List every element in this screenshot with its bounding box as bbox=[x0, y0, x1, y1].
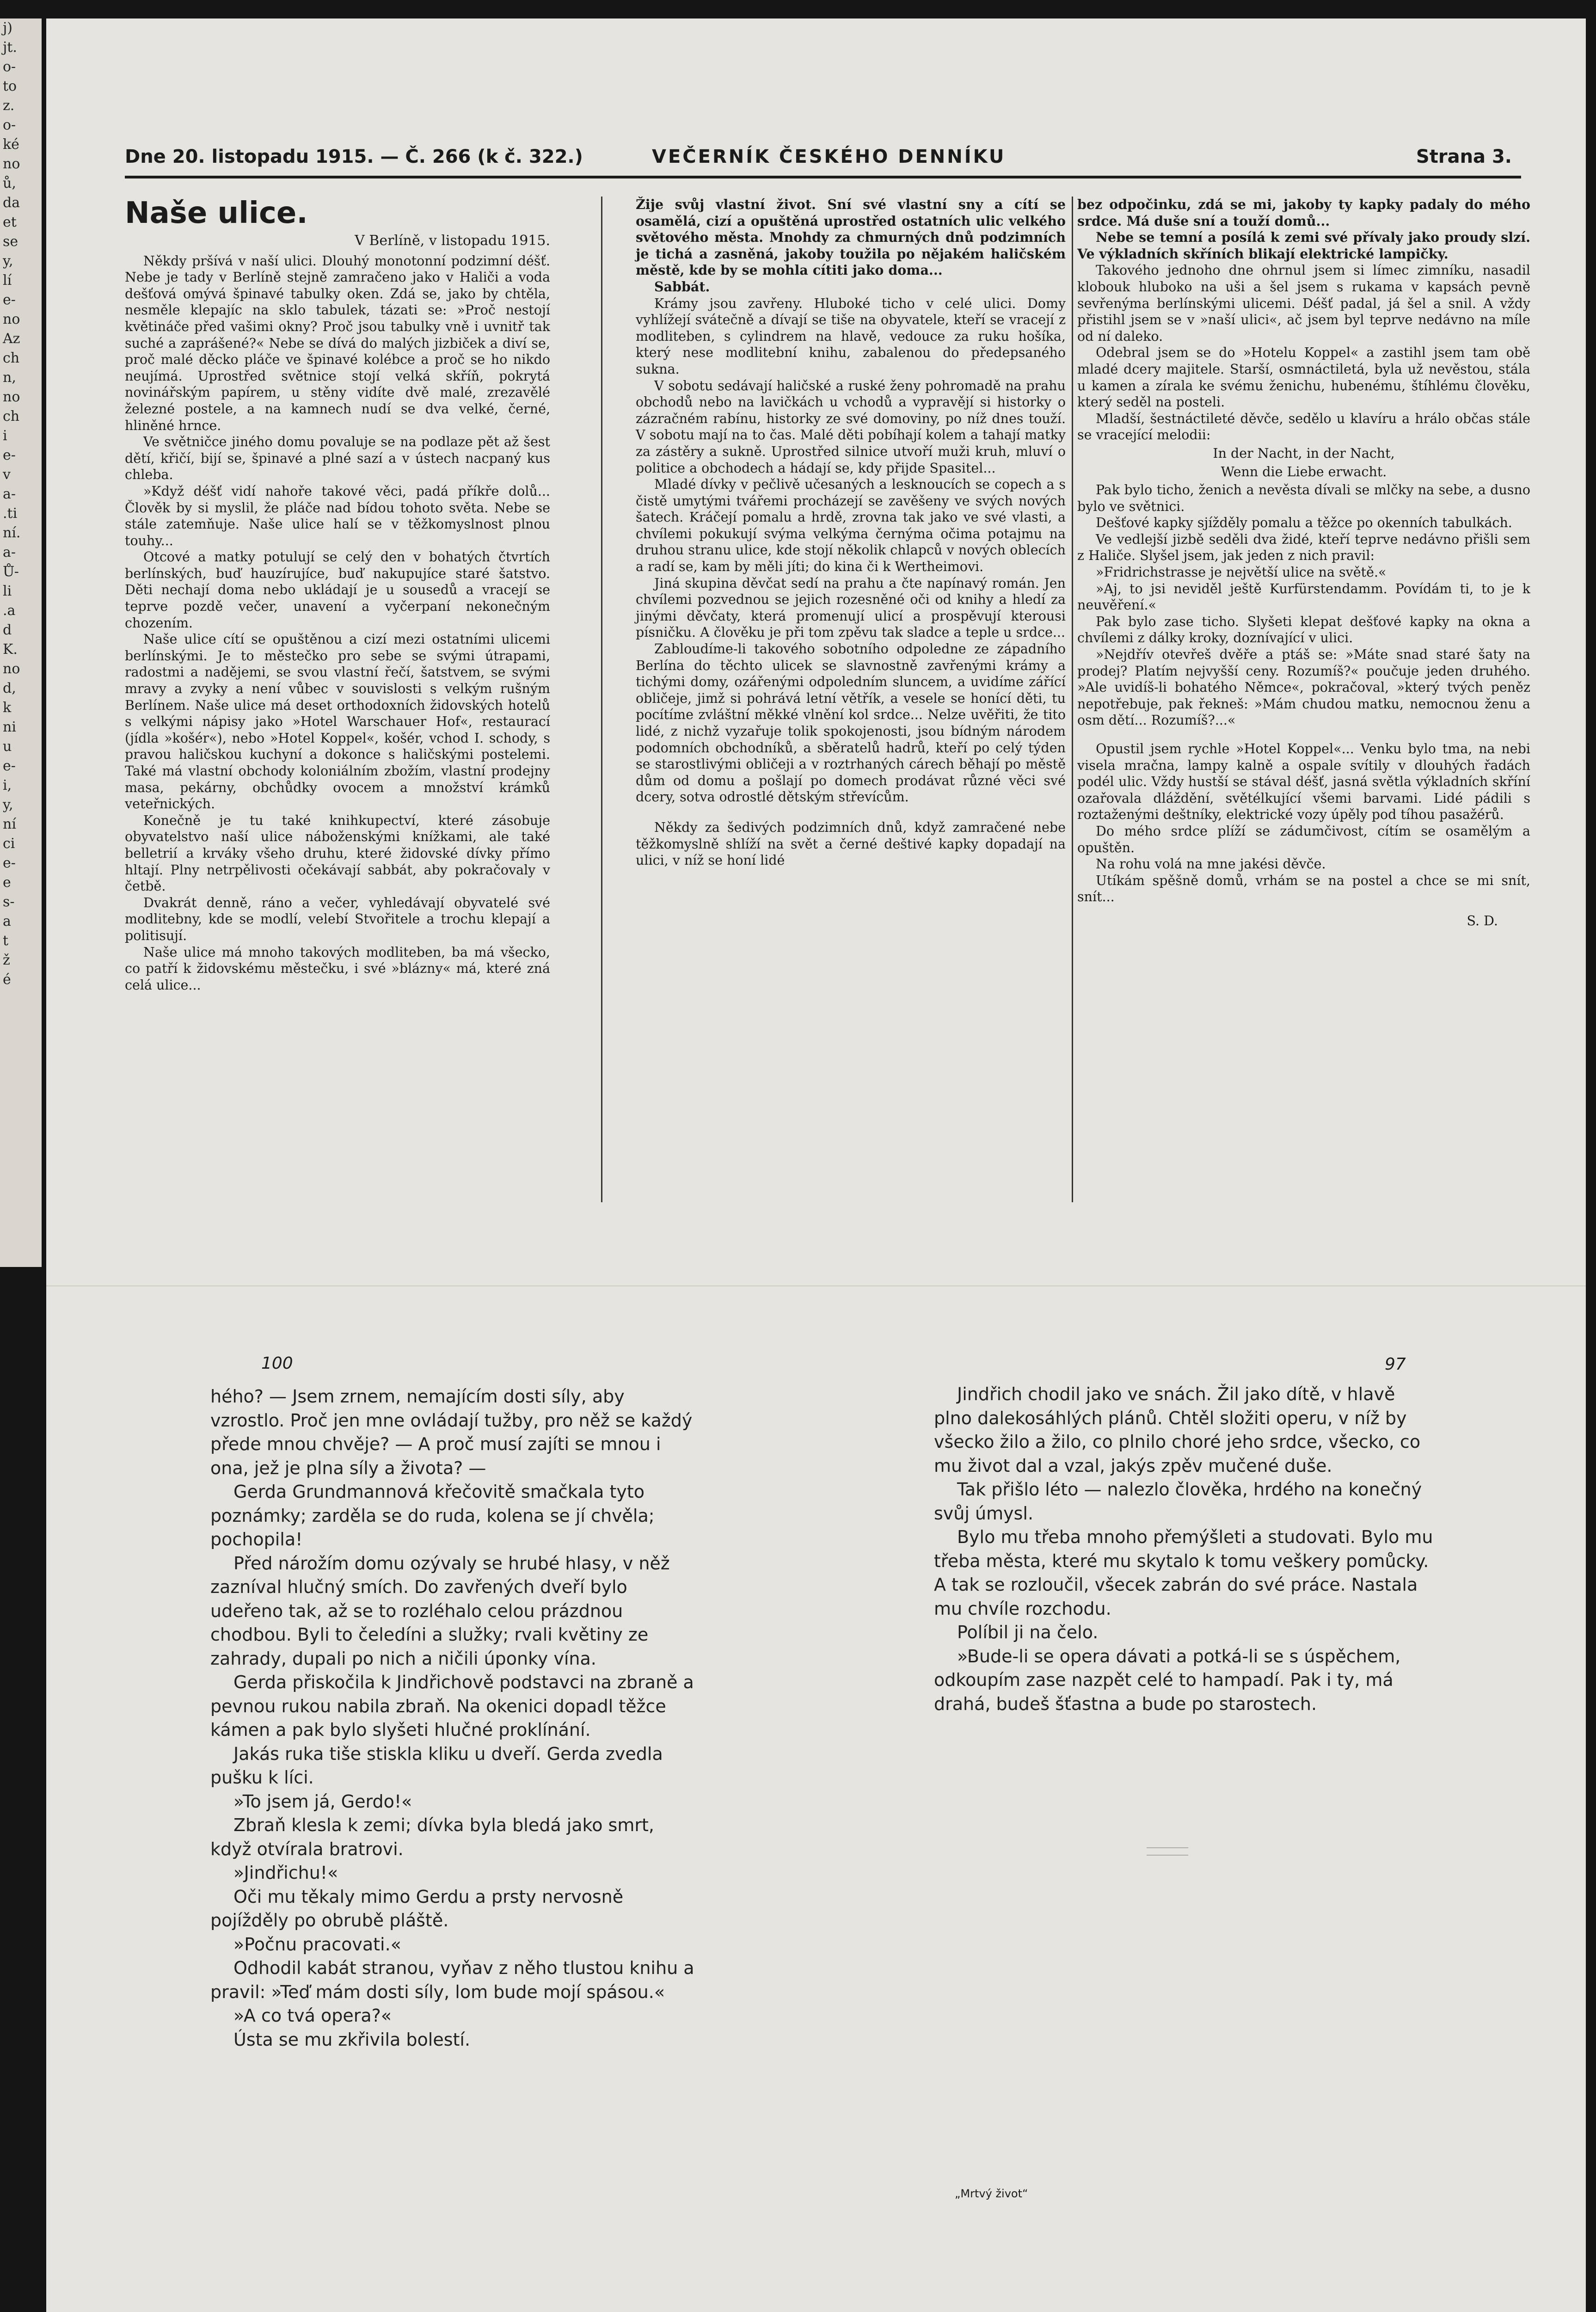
song-line: In der Nacht, in der Nacht, bbox=[1213, 445, 1395, 461]
bleed-page-number-right: 97 bbox=[1385, 1355, 1406, 1374]
edge-fragment: ů, bbox=[3, 175, 16, 191]
edge-fragment: K. bbox=[3, 641, 18, 658]
bleed-paragraph: Jindřich chodil jako ve snách. Žil jako dítě, v hlavě plno dalekosáhlých plánů. Chtěl složiti operu, v níž by všecko žilo a žilo, co plnilo choré jeho srdce, všecko, co mu život dal a vzal, jakýs zpěv mučené duše. bbox=[934, 1384, 1421, 1476]
edge-fragment: no bbox=[3, 661, 20, 677]
edge-fragment: se bbox=[3, 234, 18, 250]
bleed-footer: „Mrtvý život“ bbox=[955, 2187, 1028, 2200]
edge-fragment: o- bbox=[3, 59, 16, 75]
edge-fragment: é bbox=[3, 972, 11, 988]
edge-fragment: ní bbox=[3, 816, 16, 832]
paragraph: Jiná skupina děvčat sedí na prahu a čte napínavý román. Jen chvílemi pozvednou se jejich rozesněné oči od knihy a hledí za jinými děvčaty, která promenují ulicí a prospěvují kterousi písničku. A člověku je při tom zpěvu tak sladce a teple u srdce... bbox=[636, 575, 1066, 640]
bleed-paragraph: Tak přišlo léto — nalezlo člověka, hrdého na konečný svůj úmysl. bbox=[934, 1479, 1422, 1524]
bleed-paragraph: Zbraň klesla k zemi; dívka byla bledá jako smrt, když otvírala bratrovi. bbox=[210, 1815, 654, 1859]
bleed-paragraph: »A co tvá opera?« bbox=[233, 2005, 392, 2026]
edge-fragment: k bbox=[3, 700, 12, 716]
bleed-paragraph: Políbil ji na čelo. bbox=[957, 1622, 1099, 1642]
edge-fragment: a bbox=[3, 913, 11, 929]
paragraph: Zabloudíme-li takového sobotního odpoledne ze západního Berlína do těchto ulicek se slavnostně zavřenými krámy a tichými domy, ozářenými odpoledním sluncem, a uvidíme zářící obličeje, jimž si pohrává letní větřík, a vesele se honící děti, tu pocítíme zvláštní měkké vlnění kol srdce... Nelze uvěřiti, že tito lidé, z nichž vyzařuje tolik spokojenosti, jsou bídným národem podomních obchodníků, a sběratelů hadrů, kteří po celý týden se starostlivými obličeji a v roztrhaných cárech běhají po městě dům od domu a pošlají po domech prodávat různé věci své dcery, sotva odrostlé dětským střevícům. bbox=[636, 641, 1066, 805]
page-fold bbox=[46, 1285, 1586, 1286]
edge-fragment: et bbox=[3, 214, 17, 230]
edge-fragment: .a bbox=[3, 603, 16, 619]
edge-fragment: s- bbox=[3, 894, 15, 910]
edge-fragment: ch bbox=[3, 408, 20, 424]
bleed-paragraph: Gerda přiskočila k Jindřichově podstavci na zbraně a pevnou rukou nabila zbraň. Na okenici dopadl těžce kámen a pak bylo slyšeti hlučné proklínání. bbox=[210, 1672, 694, 1740]
edge-fragment: ké bbox=[3, 136, 19, 153]
paragraph: Do mého srdce plíží se zádumčivost, cítím se osamělým a opuštěn. bbox=[1077, 823, 1530, 855]
edge-fragment: y, bbox=[3, 797, 13, 813]
paragraph: »Nejdřív otevřeš dvěře a ptáš se: »Máte snad staré šaty na prodej? Platím nejvyšší ceny. Rozumíš?« poučuje jeden druhého. »Ale uvidíš-li bohatého Němce«, pokračoval, »který tvých peněz nepotřebuje, pak řekneš: »Mám chudou matku, nemocnou ženu a osm dětí... Rozumíš?...« bbox=[1077, 647, 1530, 728]
edge-fragment: a- bbox=[3, 486, 16, 502]
edge-fragment: z. bbox=[3, 98, 15, 114]
paragraph: Na rohu volá na mne jakési děvče. bbox=[1096, 856, 1326, 872]
edge-fragment: lí bbox=[3, 272, 12, 289]
bleed-paragraph: Oči mu těkaly mimo Gerdu a prsty nervosně pojížděly po obrubě pláště. bbox=[210, 1886, 624, 1931]
edge-fragment: no bbox=[3, 311, 20, 327]
edge-fragment: d bbox=[3, 622, 12, 638]
bleed-paragraph: »Jindřichu!« bbox=[233, 1863, 338, 1883]
song-line: Wenn die Liebe erwacht. bbox=[1221, 464, 1387, 480]
paragraph: bez odpočinku, zdá se mi, jakoby ty kapky padaly do mého srdce. Má duše sní a touží domů... bbox=[1077, 197, 1530, 229]
edge-fragment: y, bbox=[3, 253, 13, 269]
edge-fragment: i, bbox=[3, 777, 12, 793]
edge-fragment: i bbox=[3, 428, 7, 444]
paragraph: Takového jednoho dne ohrnul jsem si límec zimníku, nasadil klobouk hluboko na uši a šel jsem s rukama v kapsách pevně sevřenýma berlínskými ulicemi. Déšť padal, já šel a snil. A vždy přistihl jsem se v »naší ulici«, ač jsem byl teprve nedávno na míle od ní daleko. bbox=[1077, 263, 1530, 344]
bleed-paragraph: Bylo mu třeba mnoho přemýšleti a studovati. Bylo mu třeba města, které mu skytalo k tomu veškery pomůcky. A tak se rozloučil, všecek zabrán do své práce. Nastala mu chvíle rozchodu. bbox=[934, 1527, 1433, 1619]
edge-fragment: no bbox=[3, 389, 20, 405]
paragraph: Odebral jsem se do »Hotelu Koppel« a zastihl jsem tam obě mladé dcery majitele. Starší, osmnáctiletá, byla už nevěstou, stála u kamen a zírala ke svému ženichu, hubenému, štíhlému člověku, který seděl na posteli. bbox=[1077, 345, 1530, 410]
edge-fragment: v bbox=[3, 467, 11, 483]
author-signature: S. D. bbox=[1467, 913, 1498, 928]
column-rule bbox=[601, 197, 602, 1202]
paragraph: Ve světničce jiného domu povaluje se na podlaze pět až šest dětí, křičí, bijí se, špinavé a plné sazí a v ústech nacpaný kus chleba. bbox=[125, 434, 550, 483]
paragraph: Ve vedlejší jizbě seděli dva židé, kteří teprve nedávno přišli sem z Haliče. Slyšel jsem, jak jeden z nich pravil: bbox=[1077, 531, 1530, 564]
edge-fragment: n, bbox=[3, 369, 16, 386]
paragraph: V sobotu sedávají haličské a ruské ženy pohromadě na prahu obchodů nebo na lavičkách u vchodů a vypravějí si historky o zázračném rabínu, historky ze své domoviny, po níž dnes touží. V sobotu mají na to čas. Malé děti pobíhají kolem a tahají matky za zástěry a sukně. Uprostřed silnice utvoří muži kruh, mluví o politice a obchodech a hádají se, kdy přijde Spasitel... bbox=[636, 378, 1066, 476]
edge-fragment: Az bbox=[3, 331, 20, 347]
bleed-paragraph: Před nárožím domu ozývaly se hrubé hlasy, v něž zazníval hlučný smích. Do zavřených dveří bylo udeřeno tak, až se to rozléhalo celou prázdnou chodbou. Byli to čeledíni a služky; rvali květiny ze zahrady, dupali po nich a ničili úponky vína. bbox=[210, 1553, 670, 1669]
edge-fragment: .ti bbox=[3, 505, 18, 522]
article-column-3 bbox=[1077, 197, 1530, 929]
page-header bbox=[125, 139, 1521, 178]
edge-fragment: jt. bbox=[3, 39, 17, 55]
issue-date: Dne 20. listopadu 1915. — Č. 266 (k č. 322.) bbox=[125, 146, 583, 167]
edge-fragment: ch bbox=[3, 350, 20, 366]
edge-fragment: e- bbox=[3, 447, 16, 463]
bleed-paragraph: Odhodil kabát stranou, vyňav z něho tlustou knihu a pravil: »Teď mám dosti síly, lom bude mojí spásou.« bbox=[210, 1958, 694, 2002]
edge-fragment: t bbox=[3, 933, 9, 949]
paragraph: »Aj, to jsi neviděl ještě Kurfürstendamm. Povídám ti, to je k neuvěření.« bbox=[1077, 581, 1530, 613]
paragraph: Pak bylo ticho, ženich a nevěsta dívali se mlčky na sebe, a dusno bylo ve světnici. bbox=[1077, 482, 1530, 514]
masthead-title: VEČERNÍK ČESKÉHO DENNÍKU bbox=[652, 146, 1006, 167]
bleed-paragraph: »To jsem já, Gerdo!« bbox=[233, 1791, 412, 1812]
bleed-paragraph: hého? — Jsem zrnem, nemajícím dosti síly, aby vzrostlo. Proč jen mne ovládají tužby, pro něž se každý přede mnou chvěje? — A proč musí zajíti se mnou i ona, jež je plna síly a života? — bbox=[210, 1386, 693, 1478]
paragraph: »Fridrichstrasse je největší ulice na světě.« bbox=[1096, 565, 1387, 580]
bleed-paragraph: Jakás ruka tiše stiskla kliku u dveří. Gerda zvedla pušku k líci. bbox=[210, 1743, 663, 1788]
edge-fragment: o- bbox=[3, 117, 16, 133]
edge-fragment: e bbox=[3, 874, 11, 891]
paragraph: Otcové a matky potulují se celý den v bohatých čtvrtích berlínských, buď hauzírujíce, buď nakupujíce staré šatstvo. Děti nechají doma nebo ukládají je u sousedů a vracejí se teprve pozdě večer, unavení a vyčerpaní nekonečným chozením. bbox=[125, 549, 550, 631]
paragraph: Mladé dívky v pečlivě učesaných a lesknoucích se copech a s čistě umytými tvářemi procházejí se zavěšeny ve svých nových šatech. Kráčejí pomalu a hrdě, zrovna tak jako ve své vlasti, a chvílemi pokukují svýma velkýma černýma očima potajmu na druhou stranu ulice, kde stojí několik chlapců v nových oblecích a radí se, kam by měli jíti; do kina či k Wertheimovi. bbox=[636, 477, 1066, 575]
paragraph: Konečně je tu také knihkupectví, které zásobuje obyvatelstvo naší ulice náboženskými knížkami, ale také belletrií a krváky všeho druhu, které židovské dívky přímo hltají. Plny netrpělivosti očekávají sabbát, aby pokračovaly v četbě. bbox=[125, 812, 550, 894]
bleed-through-left bbox=[210, 1385, 700, 2052]
paragraph: Pak bylo zase ticho. Slyšeti klepat dešťové kapky na okna a chvílemi z dálky kroky, doznívající v ulici. bbox=[1077, 614, 1530, 646]
edge-fragment: u bbox=[3, 738, 12, 755]
paragraph: Nebe se temní a posílá k zemi své přívaly jako proudy slzí. Ve výkladních skříních blikají elektrické lampičky. bbox=[1077, 229, 1530, 262]
bleed-paragraph: »Bude-li se opera dávati a potká-li se s úspěchem, odkoupím zase nazpět celé to hampadí. Pak i ty, má drahá, budeš šťastna a bude po starostech. bbox=[934, 1646, 1401, 1714]
edge-fragment: Ů- bbox=[3, 564, 19, 580]
paragraph: Naše ulice má mnoho takových modliteben, ba má všecko, co patří k židovskému městečku, i své »blázny« má, které zná celá ulice... bbox=[125, 944, 550, 993]
edge-fragment: li bbox=[3, 583, 12, 599]
edge-fragment: ní. bbox=[3, 525, 21, 541]
page-number: Strana 3. bbox=[1416, 146, 1512, 167]
edge-fragment: ž bbox=[3, 952, 10, 968]
paragraph: Dešťové kapky sjížděly pomalu a těžce po okenních tabulkách. bbox=[1096, 515, 1512, 531]
newspaper-page bbox=[46, 18, 1586, 2312]
paragraph: Někdy pršívá v naší ulici. Dlouhý monotonní podzimní déšť. Nebe je tady v Berlíně stejně zamračeno jako v Haliči a voda dešťová omývá špinavé tabulky oken. Zdá se, jako by chtěla, nesměle klepajíc na sklo tabulek, tázati se: »Proč nestojí květináče před vašimi okny? Proč jsou tabulky vně i uvnitř tak suché a zaprášené?« Nebe se dívá do malých jizbiček a diví se, proč malé děcko pláče ve špinavé kolébce a proč se ho nikdo neujímá. Uprostřed světnice stojí velká skříň, pokrytá novinářským papírem, u stěny vidíte dvě malé, zrezavělé železné postele, a na kamnech nudí se dva velké, černé, hliněné hrnce. bbox=[125, 253, 550, 433]
section-heading-sabbat: Sabbát. bbox=[654, 278, 710, 295]
edge-fragment: e- bbox=[3, 855, 16, 871]
article-title: Naše ulice. bbox=[125, 196, 308, 230]
column-rule bbox=[1072, 197, 1073, 1202]
adjacent-page-edge bbox=[0, 18, 42, 1267]
article-column-2 bbox=[636, 197, 1066, 869]
paragraph: Utíkám spěšně domů, vrhám se na postel a chce se mi snít, snít... bbox=[1077, 873, 1530, 905]
edge-fragment: to bbox=[3, 78, 17, 94]
edge-fragment: da bbox=[3, 195, 20, 211]
article-column-1 bbox=[125, 197, 550, 993]
edge-fragment: e- bbox=[3, 292, 16, 308]
edge-fragment: a- bbox=[3, 544, 16, 560]
paragraph: Žije svůj vlastní život. Sní své vlastní sny a cítí se osamělá, cizí a opuštěná uprostřed ostatních ulic velkého světového města. Mnohdy za chmurných dnů podzimních je tichá a zasněná, jakoby toužila po nějakém haličském městě, kde by se mohla cítiti jako doma... bbox=[636, 197, 1066, 278]
paragraph: Opustil jsem rychle »Hotel Koppel«... Venku bylo tma, na nebi visela mračna, lampy kalně a ospale svítily v dlouhých řadách podél ulic. Vždy hustší se stával déšť, jasná světla výkladních skříní ozařovala dláždění, světélkující všemi barvami. Lidé pádili s roztaženými deštníky, elektrické vozy úpěly pod tíhou pasažérů. bbox=[1077, 741, 1530, 823]
bleed-paragraph: Ústa se mu zkřivila bolestí. bbox=[233, 2029, 471, 2050]
bleed-through-right bbox=[934, 1383, 1433, 1716]
edge-fragment: ci bbox=[3, 836, 15, 852]
bleed-paragraph: »Počnu pracovati.« bbox=[233, 1934, 401, 1955]
edge-fragment: no bbox=[3, 156, 20, 172]
paragraph: »Když déšť vidí nahoře takové věci, padá příkře dolů... Člověk by si myslil, že pláče nad bídou tohoto světa. Nebe se stále zatemňuje. Naše ulice halí se v těžkomyslnost plnou touhy... bbox=[125, 483, 550, 548]
paragraph: Mladší, šestnáctileté děvče, sedělo u klavíru a hrálo občas stále se vracející melodii: bbox=[1077, 411, 1530, 443]
edge-fragment: j) bbox=[3, 20, 13, 36]
paragraph: Krámy jsou zavřeny. Hluboké ticho v celé ulici. Domy vyhlížejí svátečně a dívají se tiše na obyvatele, kteří se vracejí z modliteben, s cylindrem na hlavě, vedouce za ruku hošíka, který nese modlitební knihu, zabalenou do předepsaného sukna. bbox=[636, 295, 1066, 377]
edge-fragment: d, bbox=[3, 680, 16, 696]
faded-stamp-mark bbox=[1147, 1847, 1188, 1856]
paragraph: Někdy za šedivých podzimních dnů, když zamračené nebe těžkomyslně shlíží na svět a černé deštivé kapky dopadají na ulici, v níž se honí lidé bbox=[636, 819, 1066, 868]
article-dateline: V Berlíně, v listopadu 1915. bbox=[355, 233, 550, 249]
paragraph: Naše ulice cítí se opuštěnou a cizí mezi ostatními ulicemi berlínskými. Je to městečko pro sebe se svými útrapami, radostmi a nadějemi, se svou vlastní řečí, šatstvem, se svými mravy a zvyky a není vůbec v souvislosti s velkým rušným Berlínem. Naše ulice má deset orthodoxních židovských hotelů s velkými nápisy jako »Hotel Warschauer Hof«, restaurací (jídla »košér«), nebo »Hotel Koppel«, košér, vchod I. schody, s pravou haličskou kuchyní a dokonce s haličskými postelemi. Také má vlastní obchody koloniálním zbožím, vlastní prodejny masa, pekárny, obchůdky ovocem a množství krámků veteřnických. bbox=[125, 632, 550, 812]
edge-fragment: e- bbox=[3, 758, 16, 774]
paragraph: Dvakrát denně, ráno a večer, vyhledávají obyvatelé své modlitebny, kde se modlí, velebí Stvořitele a trochu klepají a politisují. bbox=[125, 895, 550, 943]
bleed-page-number-left: 100 bbox=[261, 1354, 293, 1373]
bleed-paragraph: Gerda Grundmannová křečovitě smačkala tyto poznámky; zarděla se do ruda, kolena se jí chvěla; pochopila! bbox=[210, 1482, 655, 1550]
edge-fragment: ni bbox=[3, 719, 16, 735]
